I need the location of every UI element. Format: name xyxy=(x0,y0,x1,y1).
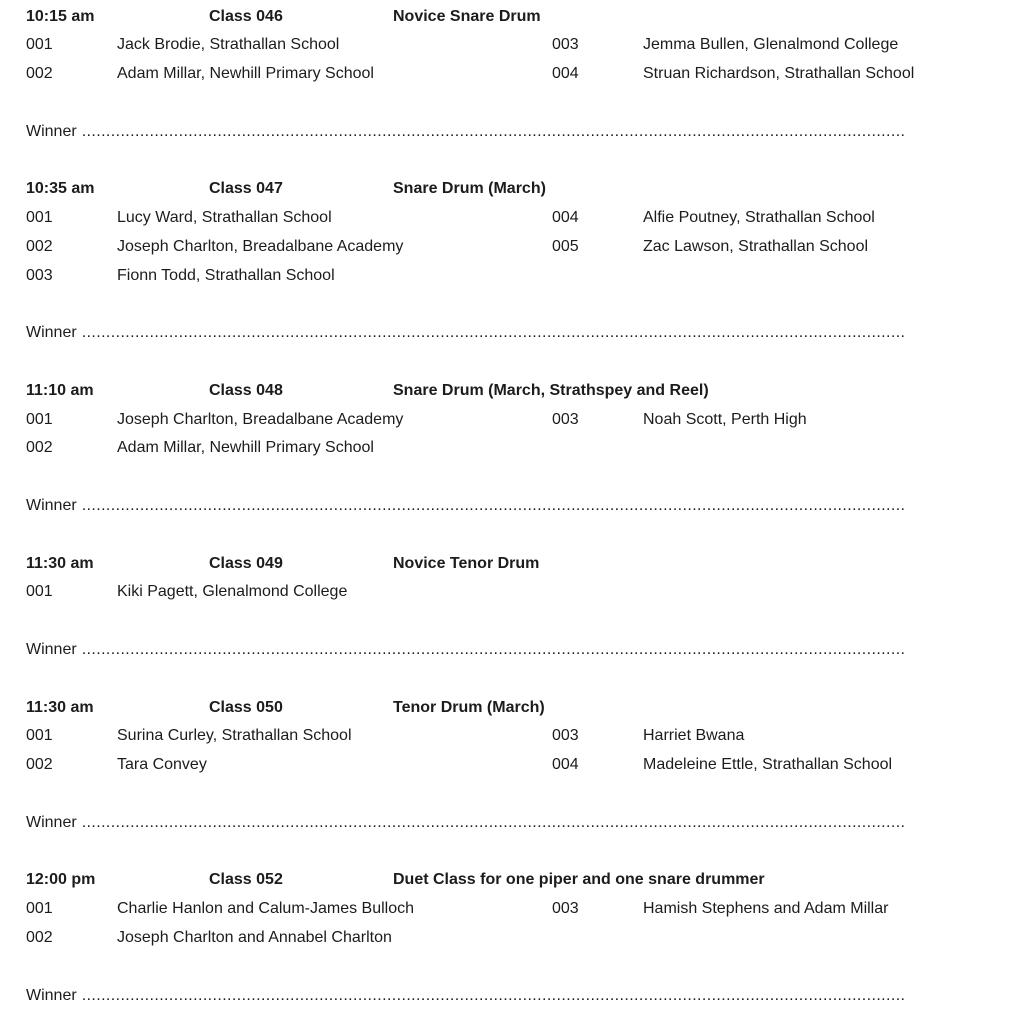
entry-row xyxy=(0,60,1024,89)
winner-label: Winner xyxy=(26,497,77,515)
entry-number: 003 xyxy=(552,727,579,745)
entry-number: 002 xyxy=(26,237,53,255)
entry-name: Kiki Pagett, Glenalmond College xyxy=(117,583,348,601)
class-title: Snare Drum (March) xyxy=(393,180,546,198)
class-number: Class 046 xyxy=(209,7,283,25)
entry-row xyxy=(0,722,1024,751)
blank-line xyxy=(0,146,1024,175)
winner-field xyxy=(26,319,906,348)
entry-row xyxy=(0,895,1024,924)
class-time: 12:00 pm xyxy=(26,871,96,889)
class-section xyxy=(0,377,1024,550)
class-number: Class 047 xyxy=(209,180,283,198)
entry-number: 004 xyxy=(552,65,579,83)
entry-name: Hamish Stephens and Adam Millar xyxy=(643,900,889,918)
winner-dotted-leader: .......................................................................................................................................................................... xyxy=(81,122,906,140)
winner-field xyxy=(26,492,906,521)
class-title: Tenor Drum (March) xyxy=(393,698,545,716)
winner-dotted-leader: .......................................................................................................................................................................... xyxy=(81,497,906,515)
blank-line xyxy=(0,665,1024,694)
winner-line xyxy=(0,982,1024,1011)
class-time: 10:15 am xyxy=(26,7,95,25)
blank-line xyxy=(0,290,1024,319)
entry-name: Joseph Charlton, Breadalbane Academy xyxy=(117,237,404,255)
class-number: Class 049 xyxy=(209,554,283,572)
entry-number: 001 xyxy=(26,410,53,428)
entry-number: 003 xyxy=(26,266,53,284)
class-title: Duet Class for one piper and one snare drummer xyxy=(393,871,765,889)
blank-line xyxy=(0,463,1024,492)
class-number: Class 050 xyxy=(209,698,283,716)
blank-line xyxy=(0,89,1024,118)
class-number: Class 052 xyxy=(209,871,283,889)
entry-row xyxy=(0,233,1024,262)
entry-row xyxy=(0,406,1024,435)
entry-name: Joseph Charlton, Breadalbane Academy xyxy=(117,410,404,428)
blank-line xyxy=(0,780,1024,809)
class-title: Novice Snare Drum xyxy=(393,7,541,25)
class-section xyxy=(0,866,1024,1010)
entry-row xyxy=(0,31,1024,60)
entry-row xyxy=(0,262,1024,291)
entry-number: 001 xyxy=(26,900,53,918)
entry-name: Alfie Poutney, Strathallan School xyxy=(643,209,875,227)
winner-label: Winner xyxy=(26,986,77,1004)
entry-number: 002 xyxy=(26,65,53,83)
winner-label: Winner xyxy=(26,641,77,659)
entry-number: 003 xyxy=(552,900,579,918)
section-header xyxy=(0,377,1024,406)
entry-name: Madeleine Ettle, Strathallan School xyxy=(643,756,893,774)
entry-number: 003 xyxy=(552,410,579,428)
winner-line xyxy=(0,319,1024,348)
entry-number: 005 xyxy=(552,237,579,255)
entry-number: 001 xyxy=(26,727,53,745)
entry-name: Tara Convey xyxy=(117,756,207,774)
winner-field xyxy=(26,982,906,1011)
entry-number: 001 xyxy=(26,209,53,227)
entry-name: Fionn Todd, Strathallan School xyxy=(117,266,335,284)
entry-name: Struan Richardson, Strathallan School xyxy=(643,65,915,83)
section-header xyxy=(0,175,1024,204)
section-header xyxy=(0,3,1024,32)
entry-number: 001 xyxy=(26,583,53,601)
entry-name: Charlie Hanlon and Calum-James Bulloch xyxy=(117,900,415,918)
winner-field xyxy=(26,636,906,665)
class-section xyxy=(0,694,1024,867)
entry-row xyxy=(0,578,1024,607)
blank-line xyxy=(0,953,1024,982)
entry-number: 002 xyxy=(26,929,53,946)
class-title: Novice Tenor Drum xyxy=(393,554,540,572)
class-section xyxy=(0,175,1024,377)
class-time: 11:30 am xyxy=(26,698,94,716)
winner-line xyxy=(0,809,1024,838)
entry-number: 003 xyxy=(552,36,579,54)
blank-line xyxy=(0,838,1024,867)
entry-name: Lucy Ward, Strathallan School xyxy=(117,209,332,227)
winner-dotted-leader: .......................................................................................................................................................................... xyxy=(81,324,906,342)
class-time: 11:30 am xyxy=(26,554,94,572)
entry-name: Harriet Bwana xyxy=(643,727,745,745)
entry-name: Zac Lawson, Strathallan School xyxy=(643,237,869,255)
section-header xyxy=(0,550,1024,579)
winner-line xyxy=(0,118,1024,147)
entry-number: 004 xyxy=(552,756,579,774)
entry-number: 002 xyxy=(26,439,53,457)
entry-name: Surina Curley, Strathallan School xyxy=(117,727,352,745)
blank-line xyxy=(0,521,1024,550)
winner-label: Winner xyxy=(26,324,77,342)
entry-name: Joseph Charlton and Annabel Charlton xyxy=(117,929,392,946)
entry-name: Jack Brodie, Strathallan School xyxy=(117,36,340,54)
entry-name: Adam Millar, Newhill Primary School xyxy=(117,65,374,83)
entry-name: Adam Millar, Newhill Primary School xyxy=(117,439,374,457)
winner-dotted-leader: .......................................................................................................................................................................... xyxy=(81,641,906,659)
winner-dotted-leader: .......................................................................................................................................................................... xyxy=(81,813,906,831)
winner-line xyxy=(0,636,1024,665)
class-section xyxy=(0,550,1024,694)
winner-line xyxy=(0,492,1024,521)
section-header xyxy=(0,866,1024,895)
winner-field xyxy=(26,809,906,838)
section-header xyxy=(0,694,1024,723)
blank-line xyxy=(0,348,1024,377)
entry-number: 001 xyxy=(26,36,53,54)
entry-row xyxy=(0,751,1024,780)
class-section xyxy=(0,3,1024,176)
entry-row xyxy=(0,924,1024,953)
class-time: 10:35 am xyxy=(26,180,95,198)
entry-name: Noah Scott, Perth High xyxy=(643,410,807,428)
entry-number: 004 xyxy=(552,209,579,227)
entry-row xyxy=(0,434,1024,463)
entry-number: 002 xyxy=(26,756,53,774)
class-time: 11:10 am xyxy=(26,381,94,399)
class-number: Class 048 xyxy=(209,381,283,399)
winner-label: Winner xyxy=(26,122,77,140)
winner-field xyxy=(26,118,906,147)
entry-row xyxy=(0,204,1024,233)
blank-line xyxy=(0,607,1024,636)
winner-label: Winner xyxy=(26,813,77,831)
class-title: Snare Drum (March, Strathspey and Reel) xyxy=(393,381,709,399)
entry-name: Jemma Bullen, Glenalmond College xyxy=(643,36,899,54)
winner-dotted-leader: .......................................................................................................................................................................... xyxy=(81,986,906,1004)
